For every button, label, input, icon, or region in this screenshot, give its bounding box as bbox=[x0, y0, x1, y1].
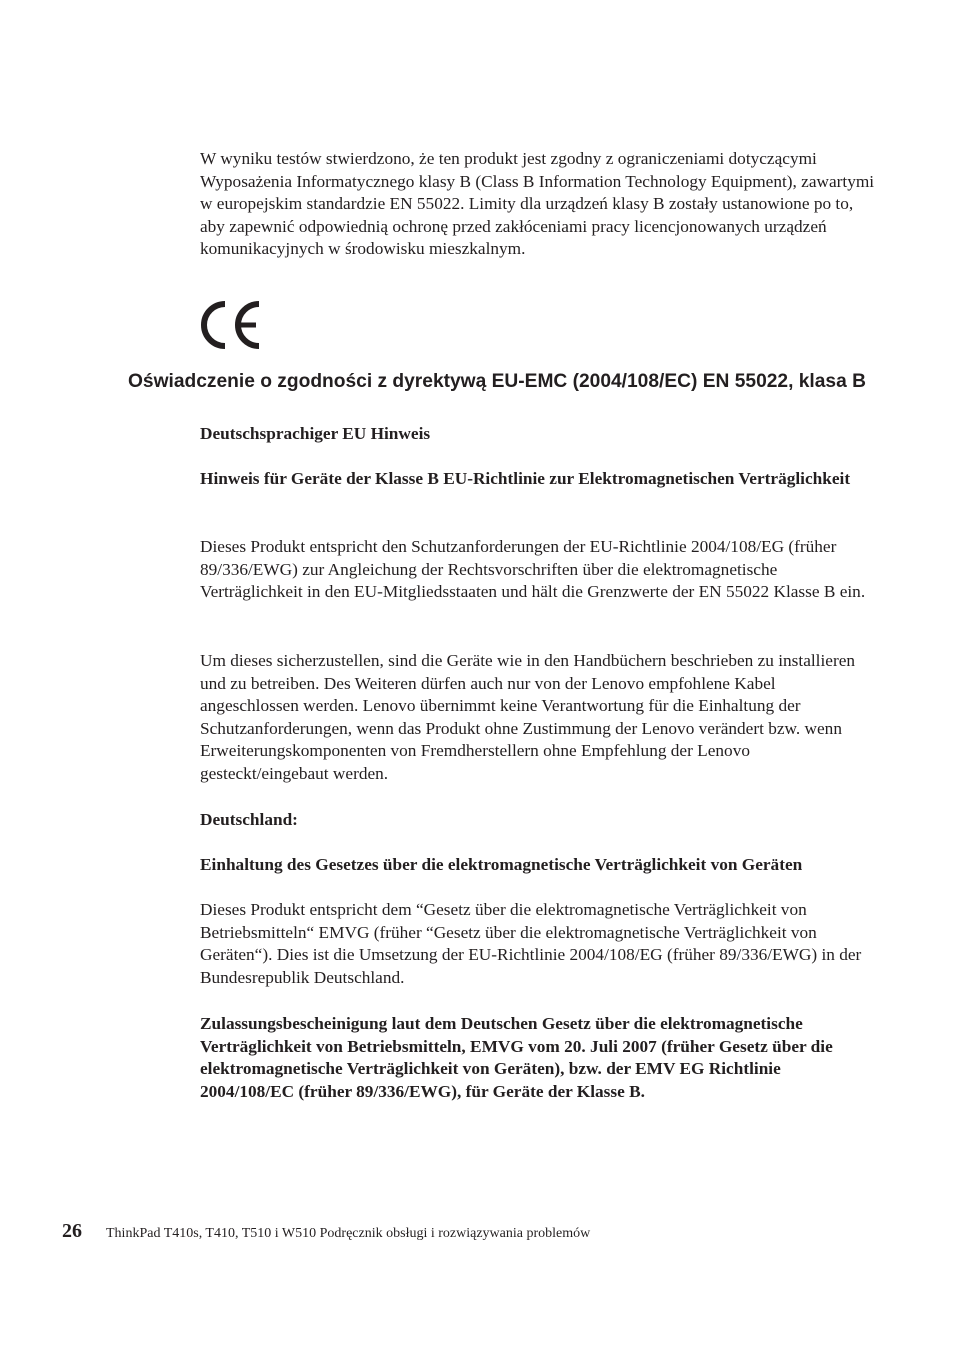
emvg-heading: Einhaltung des Gesetzes über die elektromagnetische Verträglichkeit von Geräten bbox=[200, 855, 803, 874]
certification-paragraph: Zulassungsbescheinigung laut dem Deutschen Gesetz über die elektromagnetische Verträglichkeit von Betriebsmitteln, EMVG vom 20. Juli 2007 (früher Gesetz über die elektromagnetische Verträglichkeit von Geräten), bzw. der EMV EG Richtlinie 2004/108/EC (früher 89/336/EWG), für Geräte der Klasse B. bbox=[200, 1014, 833, 1101]
ce-mark-icon bbox=[198, 300, 264, 350]
de-class-b-heading: Hinweis für Geräte der Klasse B EU-Richtlinie zur Elektromagnetischen Verträglichkeit bbox=[200, 469, 851, 488]
de-paragraph-1: Dieses Produkt entspricht den Schutzanforderungen der EU-Richtlinie 2004/108/EG (früher 89/336/EWG) zur Angleichung der Rechtsvorschriften über die elektromagnetische Verträglichkeit in den EU-Mitgliedsstaaten und hält die Grenzwerte der EN 55022 Klasse B ein. bbox=[200, 537, 866, 602]
page-footer bbox=[62, 1220, 922, 1243]
de-paragraph-2: Um dieses sicherzustellen, sind die Geräte wie in den Handbüchern beschrieben zu installieren und zu betreiben. Des Weiteren dürfen auch nur von der Lenovo empfohlene Kabel angeschlossen werden. Lenovo übernimmt keine Verantwortung für die Einhaltung der Schutzanforderungen, wenn das Produkt ohne Zustimmung der Lenovo verändert bzw. wenn Erweiterungskomponenten von Fremdherstellern ohne Empfehlung der Lenovo gesteckt/eingebaut werden. bbox=[200, 651, 856, 783]
intro-paragraph: W wyniku testów stwierdzono, że ten produkt jest zgodny z ograniczeniami dotyczącymi Wyposażenia Informatycznego klasy B (Class B Information Technology Equipment), zawartymi w europejskim standardzie EN 55022. Limity dla urządzeń klasy B zostały ustanowione po to, aby zapewnić odpowiednią ochronę przed zakłóceniami pracy licencjonowanych urządzeń komunikacyjnych w środowisku mieszkalnym. bbox=[200, 149, 875, 259]
de-paragraph-3: Dieses Produkt entspricht dem “Gesetz über die elektromagnetische Verträglichkeit von Betriebsmitteln“ EMVG (früher “Gesetz über die elektromagnetische Verträglichkeit von Geräten“). Dies ist die Umsetzung der EU-Richtlinie 2004/108/EG (früher 89/336/EWG) in der Bundesrepublik Deutschland. bbox=[200, 900, 862, 987]
footer-document-title: ThinkPad T410s, T410, T510 i W510 Podręcznik obsługi i rozwiązywania problemów bbox=[106, 1226, 591, 1241]
germany-heading: Deutschland: bbox=[200, 810, 298, 829]
page-number: 26 bbox=[62, 1220, 82, 1242]
de-notice-title: Deutschsprachiger EU Hinweis bbox=[200, 424, 431, 443]
section-heading: Oświadczenie o zgodności z dyrektywą EU-EMC (2004/108/EC) EN 55022, klasa B bbox=[128, 371, 866, 392]
